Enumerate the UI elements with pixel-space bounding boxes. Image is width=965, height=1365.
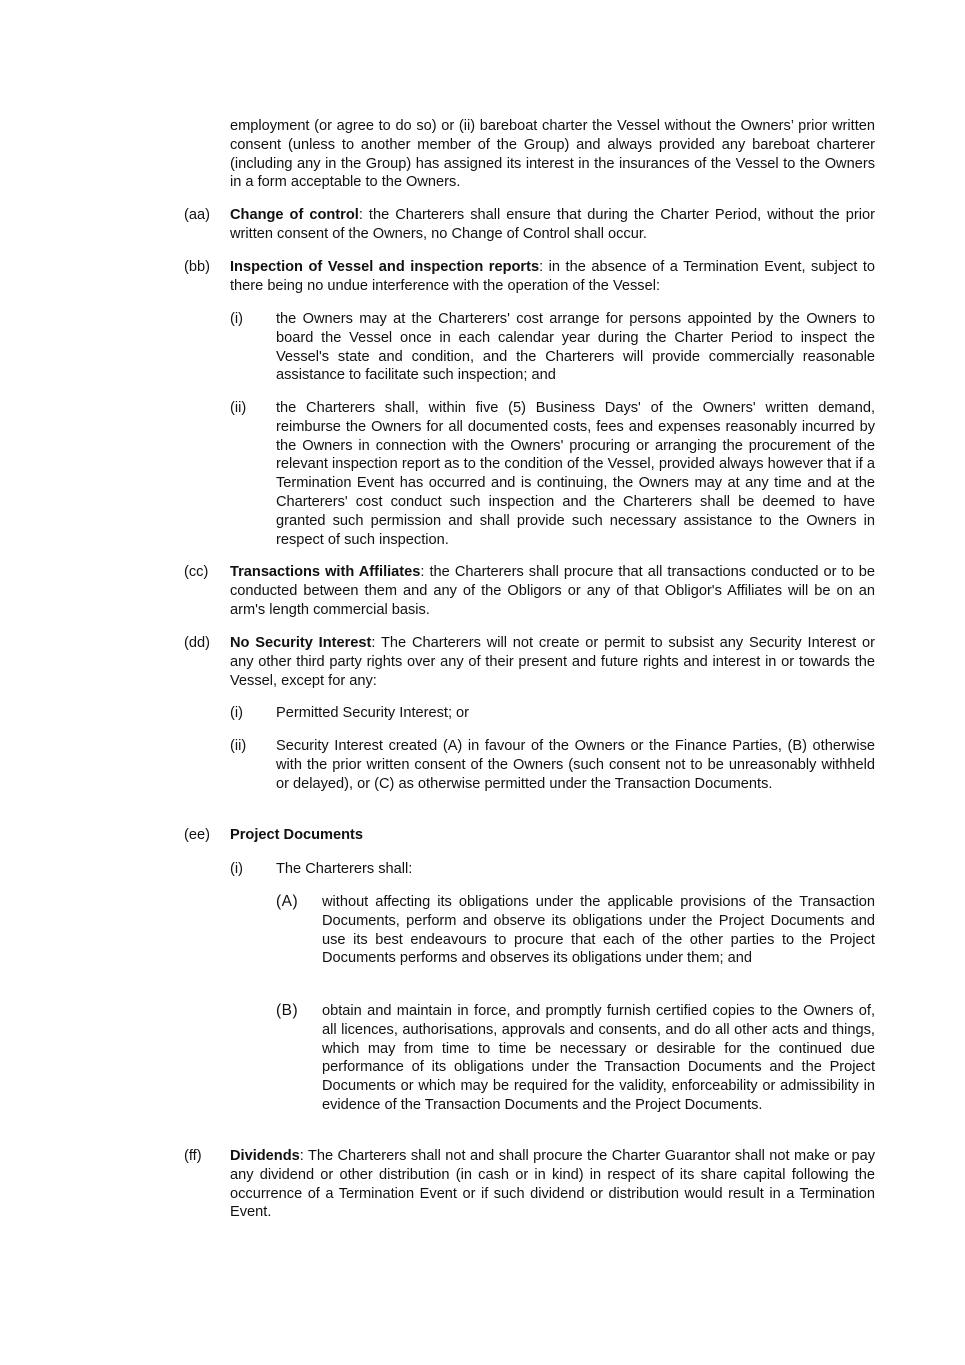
- clause-dd-i-text: Permitted Security Interest; or: [276, 705, 470, 721]
- clause-bb-ii-text: the Charterers shall, within five (5) Business Days' of the Owners' written demand, reimburse the Owners for all documented costs, fees and expenses reasonably incurred by the Owners in connection with the Owners' procuring or arranging the procurement of the relevant inspection report as to the condition of the Vessel, provided always however that if a Termination Event has occurred and is continuing, the Owners may at any time and at the Charterers' cost conduct such inspection and the Charterers shall be deemed to have granted such permission and shall provide such necessary assistance to the Owners in respect of such inspection.: [276, 400, 875, 548]
- clause-ff-body: : The Charterers shall not and shall procure the Charter Guarantor shall not make or pay any dividend or other distribution (in cash or in kind) in respect of its share capital following the occurrence of a Termination Event or if such dividend or distribution would result in a Termination Event.: [230, 1148, 875, 1221]
- clause-ee-A-text: without affecting its obligations under the applicable provisions of the Transaction Documents, perform and observe its obligations under the Project Documents and use its best endeavours to procure that each of the other parties to the Project Documents performs and observes its obligations under them; and: [322, 894, 875, 967]
- clause-dd-label: (dd): [184, 635, 210, 651]
- clause-bb-text: [230, 258, 875, 296]
- clause-bb-body: : in the absence of a Termination Event, subject to there being no undue interference with the operation of the Vessel:: [230, 259, 875, 294]
- clause-dd-i-label: (i): [230, 705, 243, 721]
- clause-ee-text: [230, 826, 875, 845]
- clause-dd-heading: No Security Interest: [230, 635, 372, 651]
- intro-paragraph: employment (or agree to do so) or (ii) bareboat charter the Vessel without the Owners’ prior written consent (unless to another member of the Group) and always provided any bareboat charterer (including any in the Group) has assigned its interest in the insurances of the Vessel to the Owners in a form acceptable to the Owners.: [230, 118, 875, 191]
- clause-ff-label: (ff): [184, 1148, 202, 1164]
- clause-ee-B-label: (B): [276, 1002, 299, 1019]
- clause-bb-i-text: the Owners may at the Charterers' cost arrange for persons appointed by the Owners to board the Vessel once in each calendar year during the Charter Period to inspect the Vessel's state and condition, and the Charterers will provide commercially reasonable assistance to facilitate such inspection; and: [276, 311, 875, 384]
- clause-ee-A-label: (A): [276, 893, 299, 910]
- clause-bb-ii-label: (ii): [230, 400, 247, 416]
- clause-bb-i-label: (i): [230, 311, 243, 327]
- clause-dd-ii-text: Security Interest created (A) in favour of the Owners or the Finance Parties, (B) otherwise with the prior written consent of the Owners (such consent not to be unreasonably withheld or delayed), or (C) as otherwise permitted under the Transaction Documents.: [276, 738, 875, 792]
- clause-dd-text: [230, 634, 875, 690]
- clause-ee-i-text: The Charterers shall:: [276, 861, 413, 877]
- clause-cc-label: (cc): [184, 564, 209, 580]
- clause-ee-B-text: obtain and maintain in force, and promptly furnish certified copies to the Owners of, all licences, authorisations, approvals and consents, and do all other acts and things, which may from time to time be necessary or desirable for the continued due performance of its obligations under the Transaction Documents and the Project Documents or which may be required for the validity, enforceability or admissibility in evidence of the Transaction Documents and the Project Documents.: [322, 1003, 875, 1113]
- clause-ee-heading: Project Documents: [230, 827, 363, 843]
- clause-aa-text: [230, 206, 875, 244]
- clause-ee-label: (ee): [184, 827, 210, 843]
- clause-ff-heading: Dividends: [230, 1148, 300, 1164]
- clause-aa-heading: Change of control: [230, 207, 359, 223]
- clause-cc-text: [230, 563, 875, 619]
- clause-dd-ii-label: (ii): [230, 738, 247, 754]
- clause-dd-body: : The Charterers will not create or permit to subsist any Security Interest or any other third party rights over any of their present and future rights and interest in or towards the Vessel, except for any:: [230, 635, 876, 689]
- clause-bb-heading: Inspection of Vessel and inspection reports: [230, 259, 540, 275]
- clause-ff-text: [230, 1147, 875, 1222]
- clause-cc-heading: Transactions with Affiliates: [230, 564, 421, 580]
- clause-aa-body: : the Charterers shall ensure that during the Charter Period, without the prior written consent of the Owners, no Change of Control shall occur.: [230, 207, 876, 242]
- clause-ee-i-label: (i): [230, 861, 243, 877]
- clause-bb-label: (bb): [184, 259, 210, 275]
- clause-aa-label: (aa): [184, 207, 210, 223]
- clause-cc-body: : the Charterers shall procure that all transactions conducted or to be conducted between them and any of the Obligors or any of that Obligor's Affiliates will be on an arm's length commercial basis.: [230, 564, 875, 618]
